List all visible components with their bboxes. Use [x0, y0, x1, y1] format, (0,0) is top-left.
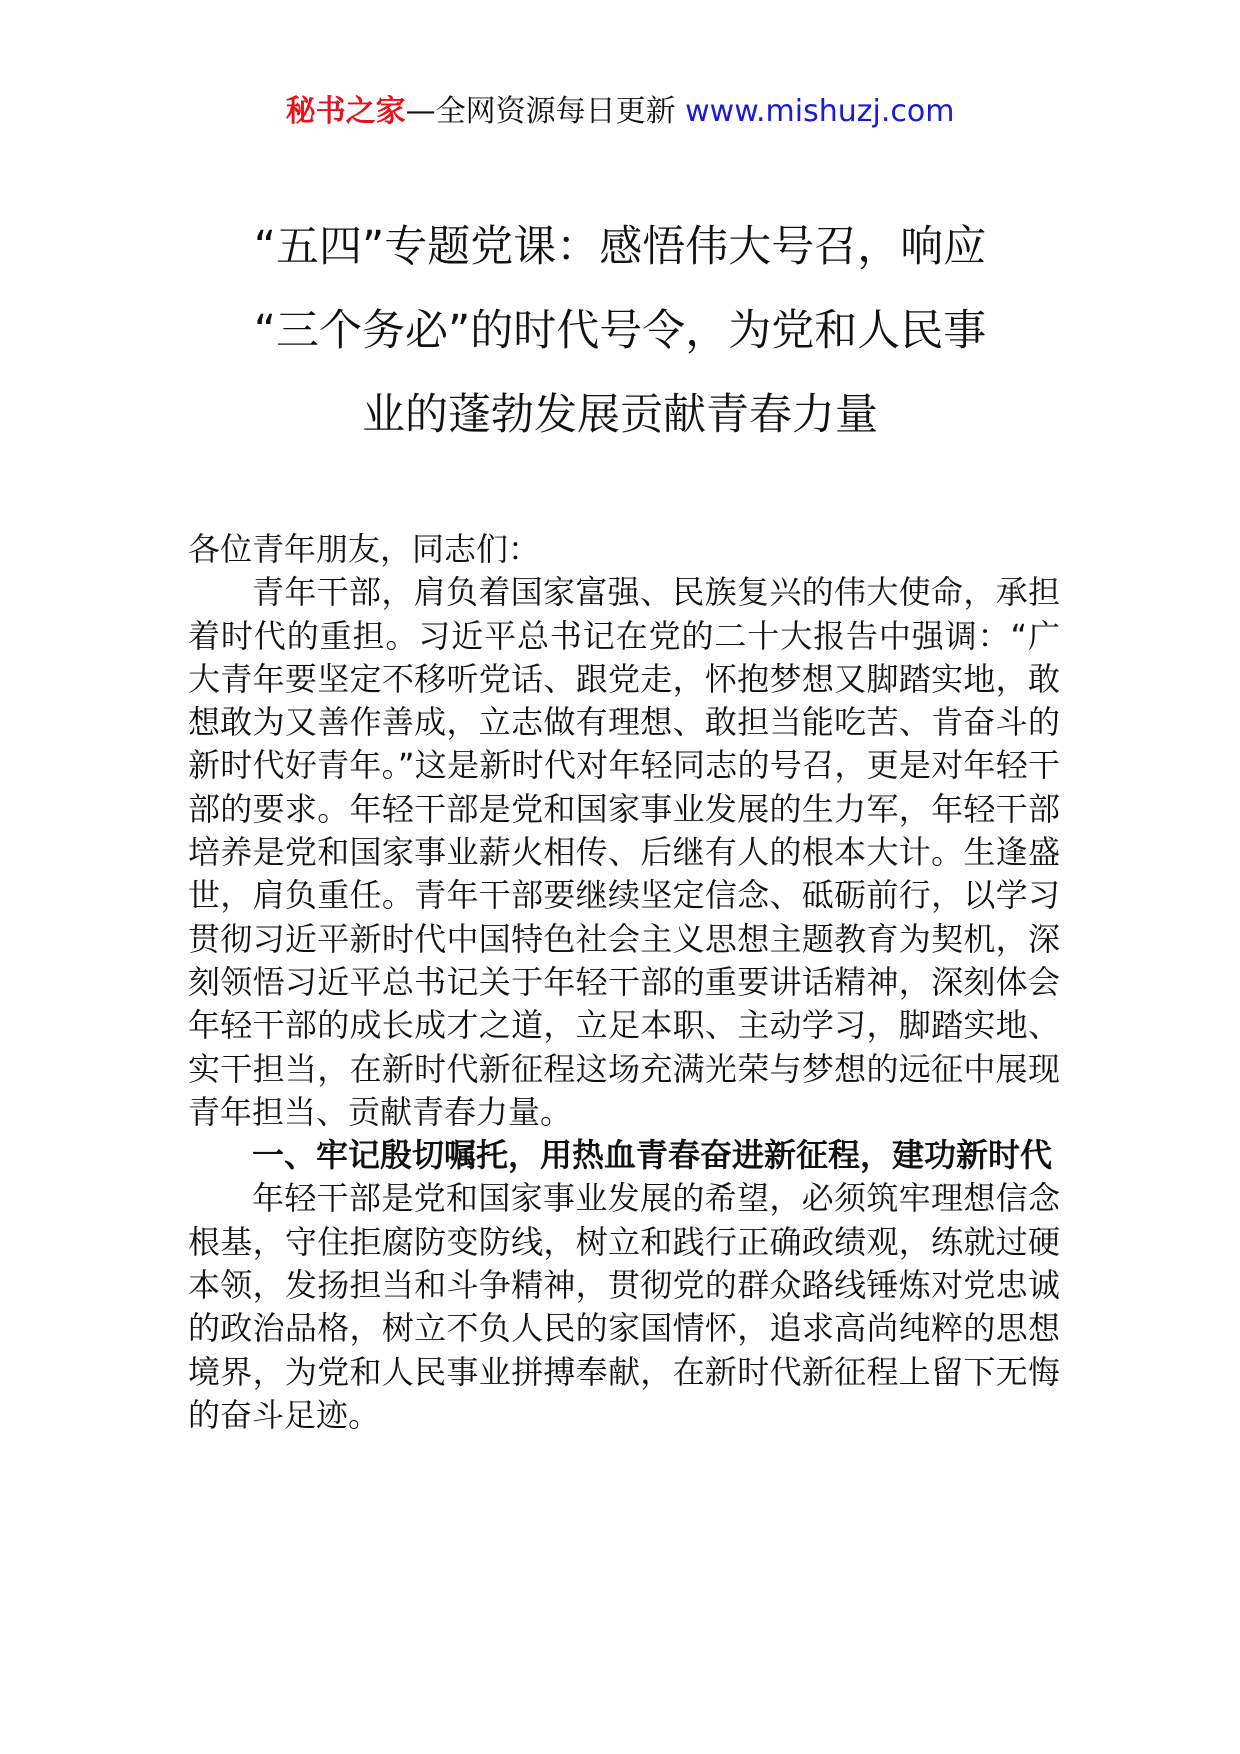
section-paragraph: 年轻干部是党和国家事业发展的希望，必须筑牢理想信念根基，守住拒腐防变防线，树立和践行正确政绩观，练就过硬本领，发扬担当和斗争精神，贯彻党的群众路线锤炼对党忠诚的政治品格，树立不负人民的家国情怀，追求高尚纯粹的思想境界，为党和人民事业拼搏奉献，在新时代新征程上留下无悔的奋斗足迹。 — [188, 1179, 1060, 1434]
header-tagline: —全网资源每日更新 — [405, 94, 676, 129]
document-body — [188, 528, 1060, 1437]
section-heading: 一、牢记殷切嘱托，用热血青春奋进新征程，建功新时代 — [252, 1136, 1053, 1175]
body-paragraph: 青年干部，肩负着国家富强、民族复兴的伟大使命，承担着时代的重担。习近平总书记在党的二十大报告中强调：“广大青年要坚定不移听党话、跟党走，怀抱梦想又脚踏实地，敢想敢为又善作善成，立志做有理想、敢担当能吃苦、肯奋斗的新时代好青年。”这是新时代对年轻同志的号召，更是对年轻干部的要求。年轻干部是党和国家事业发展的生力军，年轻干部培养是党和国家事业薪火相传、后继有人的根本大计。生逢盛世，肩负重任。青年干部要继续坚定信念、砥砺前行，以学习贯彻习近平新时代中国特色社会主义思想主题教育为契机，深刻领悟习近平总书记关于年轻干部的重要讲话精神，深刻体会年轻干部的成长成才之道，立足本职、主动学习，脚踏实地、实干担当，在新时代新征程这场充满光荣与梦想的远征中展现青年担当、贡献青春力量。 — [188, 573, 1060, 1131]
site-url-link[interactable]: www.mishuzj.com — [685, 94, 955, 129]
title-line: 业的蓬勃发展贡献青春力量 — [362, 390, 878, 440]
document-title — [170, 205, 1070, 457]
brand-name: 秘书之家 — [285, 94, 406, 129]
title-line: “五四”专题党课：感悟伟大号召，响应 — [253, 222, 987, 272]
title-line: “三个务必”的时代号令，为党和人民事 — [253, 306, 987, 356]
site-header — [0, 92, 1240, 132]
greeting: 各位青年朋友，同志们： — [188, 530, 541, 568]
